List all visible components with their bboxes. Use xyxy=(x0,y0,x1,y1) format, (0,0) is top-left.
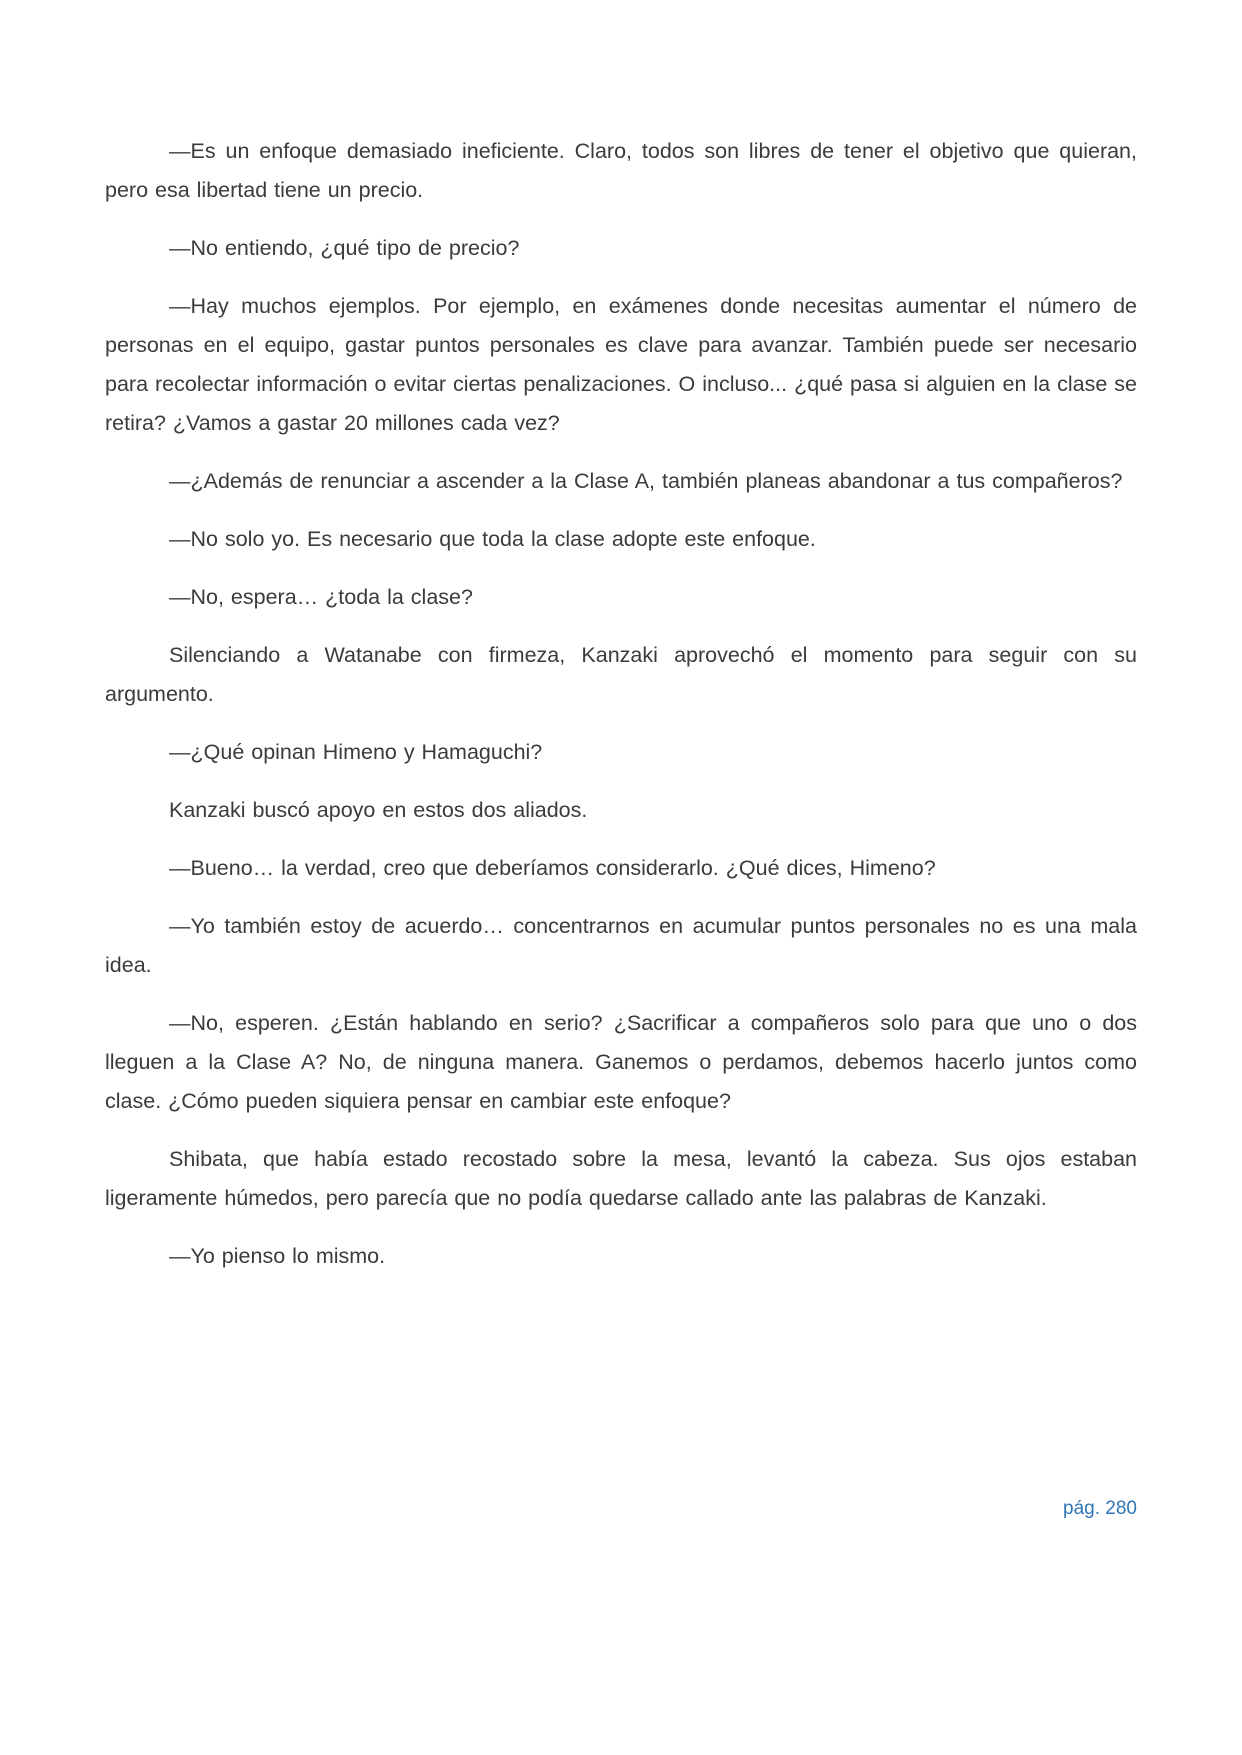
paragraph: —¿Qué opinan Himeno y Hamaguchi? xyxy=(169,740,543,764)
page-number: pág. 280 xyxy=(1063,1498,1137,1519)
paragraph: —Yo pienso lo mismo. xyxy=(169,1244,386,1268)
paragraph: —No entiendo, ¿qué tipo de precio? xyxy=(169,236,520,260)
paragraph: —¿Además de renunciar a ascender a la Clase A, también planeas abandonar a tus compañeros? xyxy=(169,469,1123,493)
paragraph: Silenciando a Watanabe con firmeza, Kanzaki aprovechó el momento para seguir con su argumento. xyxy=(105,643,1137,706)
paragraph: —No solo yo. Es necesario que toda la clase adopte este enfoque. xyxy=(169,527,816,551)
paragraph: Kanzaki buscó apoyo en estos dos aliados. xyxy=(169,798,588,822)
paragraph: —No, esperen. ¿Están hablando en serio? ¿Sacrificar a compañeros solo para que uno o dos lleguen a la Clase A? No, de ninguna manera. Ganemos o perdamos, debemos hacerlo juntos como clase. ¿Cómo pueden siquiera pensar en cambiar este enfoque? xyxy=(105,1011,1137,1113)
paragraph: —Es un enfoque demasiado ineficiente. Claro, todos son libres de tener el objetivo que quieran, pero esa libertad tiene un precio. xyxy=(105,139,1137,202)
paragraph: —Hay muchos ejemplos. Por ejemplo, en exámenes donde necesitas aumentar el número de personas en el equipo, gastar puntos personales es clave para avanzar. También puede ser necesario para recolectar información o evitar ciertas penalizaciones. O incluso... ¿qué pasa si alguien en la clase se retira? ¿Vamos a gastar 20 millones cada vez? xyxy=(105,294,1137,435)
page-body xyxy=(105,132,1137,1295)
paragraph: Shibata, que había estado recostado sobre la mesa, levantó la cabeza. Sus ojos estaban ligeramente húmedos, pero parecía que no podía quedarse callado ante las palabras de Kanzaki. xyxy=(105,1147,1137,1210)
paragraph: —No, espera… ¿toda la clase? xyxy=(169,585,473,609)
paragraph: —Yo también estoy de acuerdo… concentrarnos en acumular puntos personales no es una mala idea. xyxy=(105,914,1137,977)
paragraph: —Bueno… la verdad, creo que deberíamos considerarlo. ¿Qué dices, Himeno? xyxy=(169,856,936,880)
